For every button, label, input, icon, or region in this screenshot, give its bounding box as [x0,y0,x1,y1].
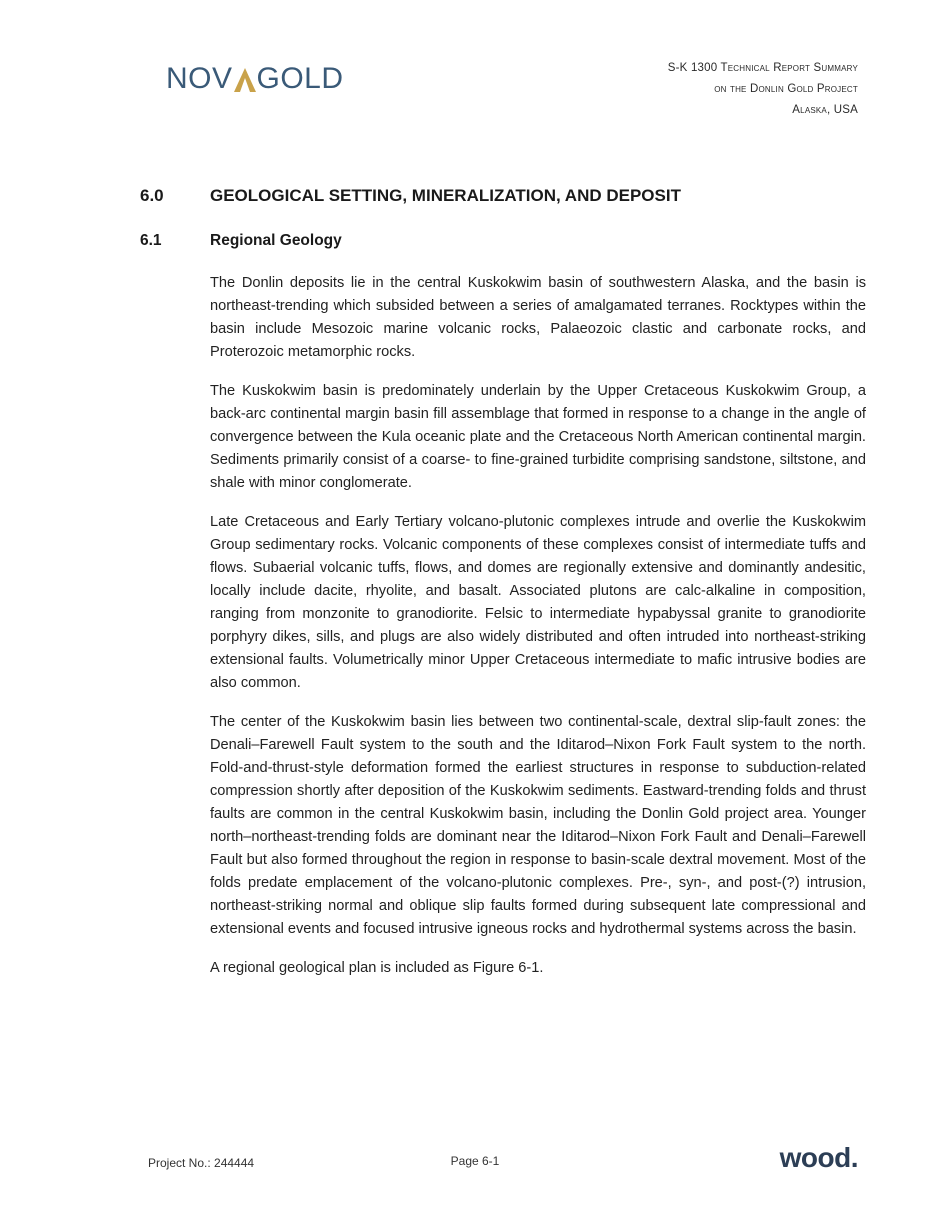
section-heading [140,186,681,206]
novagold-logo [166,62,344,96]
project-number: Project No.: 244444 [148,1156,255,1170]
report-header [668,58,858,121]
subsection-heading [140,232,342,250]
subsection-title: Regional Geology [210,232,342,249]
section-title: GEOLOGICAL SETTING, MINERALIZATION, AND DEPOSIT [210,186,681,205]
report-title: S-K 1300 Technical Report Summary [667,62,858,74]
paragraph: A regional geological plan is included as Figure 6-1. [210,960,544,976]
subsection-number: 6.1 [140,232,162,249]
paragraph: The Kuskokwim basin is predominately underlain by the Upper Cretaceous Kuskokwim Group, a back-arc continental margin basin fill assemblage that formed in response to a change in the angle of convergence between the Kula oceanic plate and the Cretaceous North American continental margin. Sediments primarily consist of a coarse- to fine-grained turbidite comprising sandstone, siltstone, and shale with minor conglomerate. [210,383,866,491]
logo-text-right: GOLD [256,62,344,95]
body-text [210,272,866,996]
page-number: Page 6-1 [450,1154,500,1168]
paragraph: Late Cretaceous and Early Tertiary volcano-plutonic complexes intrude and overlie the Kuskokwim Group sedimentary rocks. Volcanic components of these complexes consist of intermediate tuffs and flows. Subaerial volcanic tuffs, flows, and domes are regionally extensive and dominantly andesitic, locally include dacite, rhyolite, and basalt. Associated plutons are calc-alkaline in composition, ranging from monzonite to granodiorite. Felsic to intermediate hypabyssal granite to granodiorite porphyry dikes, sills, and plugs are also widely distributed and often intruded into northeast-striking extensional faults. Volumetrically minor Upper Cretaceous intermediate to mafic intrusive bodies are also common. [210,514,866,691]
logo-a-mark-icon [233,66,257,92]
wood-logo: wood. [779,1142,858,1173]
logo-text-left: NOV [166,62,233,95]
location: Alaska, USA [792,104,858,116]
project-name: on the Donlin Gold Project [714,83,858,95]
paragraph: The center of the Kuskokwim basin lies between two continental-scale, dextral slip-fault zones: the Denali–Farewell Fault system to the south and the Iditarod–Nixon Fork Fault system to the north. Fold-and-thrust-style deformation formed the earliest structures in response to subduction-related compression shortly after deposition of the Kuskokwim sediments. Eastward-trending folds and thrust faults are common in the central Kuskokwim basin, including the Donlin Gold project area. Younger north–northeast-trending folds are dominant near the Iditarod–Nixon Fork Fault and Denali–Farewell Fault but also formed throughout the region in response to basin-scale dextral movement. Most of the folds predate emplacement of the volcano-plutonic complexes. Pre-, syn-, and post-(?) intrusion, northeast-striking normal and oblique slip faults formed during subsequent late compressional and extensional events and focused intrusive igneous rocks and hydrothermal systems across the basin. [210,714,866,937]
paragraph: The Donlin deposits lie in the central Kuskokwim basin of southwestern Alaska, and the basin is northeast-trending which subsided between a series of amalgamated terranes. Rocktypes within the basin include Mesozoic marine volcanic rocks, Palaeozoic clastic and carbonate rocks, and Proterozoic metamorphic rocks. [210,275,866,360]
section-number: 6.0 [140,186,164,205]
